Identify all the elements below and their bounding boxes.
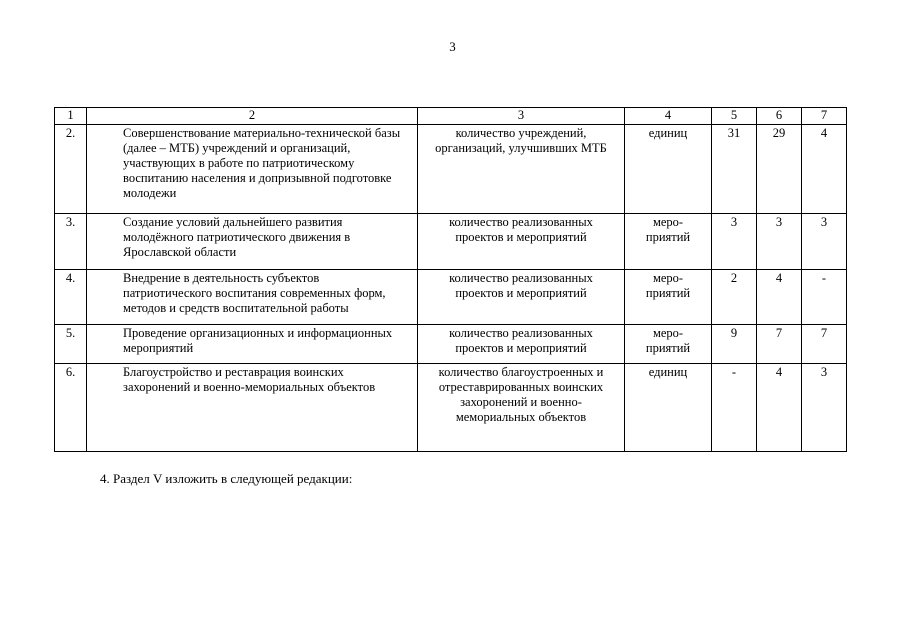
row-value-7: 7 (802, 325, 847, 364)
row-indicator: количество реализованных проектов и мероприятий (418, 214, 625, 270)
row-indicator: количество реализованных проектов и мероприятий (418, 325, 625, 364)
table-row (55, 325, 847, 364)
row-value-6: 4 (757, 364, 802, 452)
row-value-6: 7 (757, 325, 802, 364)
row-value-7: 4 (802, 125, 847, 214)
row-number: 3. (55, 214, 87, 270)
row-number: 5. (55, 325, 87, 364)
row-number: 6. (55, 364, 87, 452)
header-cell: 7 (802, 108, 847, 125)
row-unit: меро-приятий (625, 214, 712, 270)
row-indicator: количество реализованных проектов и мероприятий (418, 270, 625, 325)
row-unit: меро-приятий (625, 270, 712, 325)
table-row (55, 214, 847, 270)
row-value-7: - (802, 270, 847, 325)
table-row (55, 125, 847, 214)
row-value-7: 3 (802, 214, 847, 270)
row-unit: единиц (625, 364, 712, 452)
row-name: Создание условий дальнейшего развития молодёжного патриотического движения в Ярославской области (87, 214, 418, 270)
table-header-row (55, 108, 847, 125)
row-value-6: 29 (757, 125, 802, 214)
row-name: Внедрение в деятельность субъектов патриотического воспитания современных форм, методов и средств воспитательной работы (87, 270, 418, 325)
row-value-5: 31 (712, 125, 757, 214)
page-number: 3 (449, 39, 456, 54)
row-value-5: - (712, 364, 757, 452)
row-unit: единиц (625, 125, 712, 214)
row-name: Благоустройство и реставрация воинских захоронений и военно-мемориальных объектов (87, 364, 418, 452)
row-value-7: 3 (802, 364, 847, 452)
row-indicator: количество благоустроенных и отреставрированных воинских захоронений и военно-мемориальных объектов (418, 364, 625, 452)
row-value-6: 3 (757, 214, 802, 270)
row-number: 2. (55, 125, 87, 214)
header-cell: 3 (418, 108, 625, 125)
header-cell: 6 (757, 108, 802, 125)
row-unit: меро-приятий (625, 325, 712, 364)
row-indicator: количество учреждений, организаций, улучшивших МТБ (418, 125, 625, 214)
header-cell: 2 (87, 108, 418, 125)
header-cell: 4 (625, 108, 712, 125)
table-row (55, 270, 847, 325)
row-number: 4. (55, 270, 87, 325)
row-value-5: 9 (712, 325, 757, 364)
header-cell: 1 (55, 108, 87, 125)
row-value-5: 3 (712, 214, 757, 270)
header-cell: 5 (712, 108, 757, 125)
indicators-table (54, 107, 847, 452)
row-name: Совершенствование материально-технической базы (далее – МТБ) учреждений и организаций, участвующих в работе по патриотическому воспитанию населения и допризывной подготовке молодежи (87, 125, 418, 214)
table-row (55, 364, 847, 452)
row-value-5: 2 (712, 270, 757, 325)
section-instruction: 4. Раздел V изложить в следующей редакции: (100, 471, 353, 486)
row-name: Проведение организационных и информационных мероприятий (87, 325, 418, 364)
row-value-6: 4 (757, 270, 802, 325)
